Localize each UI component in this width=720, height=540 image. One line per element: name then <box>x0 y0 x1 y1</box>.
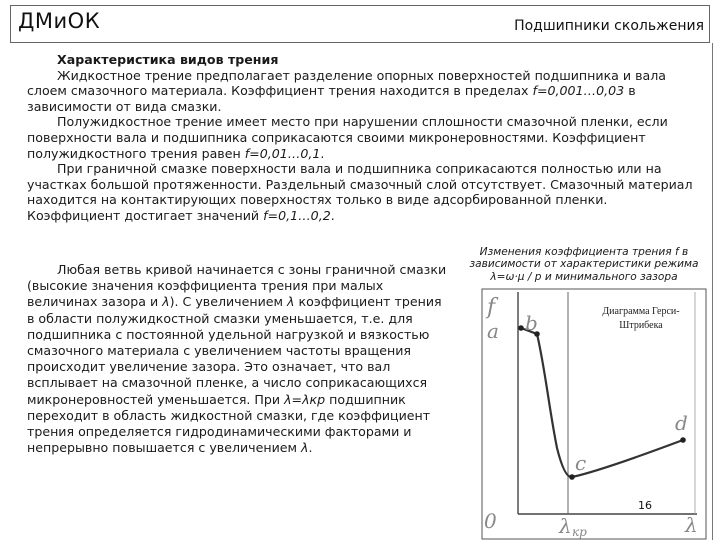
curve-text-2: ). С увеличением <box>169 294 288 310</box>
lambda-symbol-2: λ <box>287 294 295 310</box>
diagram-title-line-2: Штрибека <box>619 320 663 331</box>
logo-text: ДМиОК <box>18 9 101 33</box>
p2-text-c: . <box>320 145 325 161</box>
caption-line-3: λ=ω·μ / p и минимального зазора <box>490 270 678 283</box>
diagram-title-box <box>591 296 691 338</box>
point-c <box>569 474 575 480</box>
p2-text-a: Полужидкостное трение имеет место при нарушении сплошности смазочной пленки, если поверхности вала и подшипника соприкасаются своими микронеровностями. Коэффициент полужидкостного трения равен <box>27 114 668 161</box>
label-b: b <box>525 311 538 335</box>
p3-coefficient: f=0,1…0,2 <box>263 207 331 223</box>
paragraph-semi-liquid-friction <box>27 114 703 161</box>
figure-caption <box>455 246 713 283</box>
stribeck-diagram <box>475 288 713 540</box>
p3-text-c: . <box>330 207 335 223</box>
point-d <box>680 437 686 443</box>
label-d: d <box>675 411 688 435</box>
caption-line-1: Изменения коэффициента трения f в <box>479 246 689 258</box>
curve-text-4: подшипник переходит в область жидкостной смазки, где коэффициент трения определяется гидродинамическими факторами и непрерывно повышается с увеличением <box>27 391 431 456</box>
paragraph-liquid-friction <box>27 68 703 115</box>
curve-text-1: Любая ветвь кривой начинается с зоны граничной смазки (высокие значения коэффициента трения при малых величинах зазора и <box>27 262 447 310</box>
friction-types-section <box>27 52 703 224</box>
lambda-symbol-1: λ <box>162 294 170 310</box>
p3-text-a: При граничной смазке поверхности вала и подшипника соприкасаются полностью или на участках большой протяженности. Раздельный смазочный слой отсутствует. Смазочный материал находится на контактирующих поверхностях только в виде адсорбированной пленки. Коэффициент достигает значений <box>27 161 693 223</box>
slide-title: Подшипники скольжения <box>514 18 704 34</box>
curve-paragraph <box>27 262 452 456</box>
curve-explanation <box>27 262 452 456</box>
lambda-critical: λ=λкр <box>284 391 326 407</box>
p2-coefficient: f=0,01…0,1 <box>244 145 321 161</box>
origin-label: 0 <box>484 509 497 533</box>
page-number: 16 <box>638 499 652 512</box>
p1-text-a: Жидкостное трение предполагает разделение опорных поверхностей подшипника и вала слоем смазочного материала. Коэффициент трения находится в пределах <box>27 67 667 99</box>
curve-text-5: . <box>308 440 313 456</box>
diagram-title-line-1: Диаграмма Герси- <box>602 306 680 317</box>
caption-line-2: зависимости от характеристики режима <box>469 258 699 271</box>
lambda-kp-label: λ <box>559 514 572 538</box>
lambda-symbol-3: λ <box>301 440 309 456</box>
p1-text-c: в зависимости от вида смазки. <box>27 83 636 114</box>
label-c: c <box>575 451 587 475</box>
curve-text-3: коэффициент трения в области полужидкостной смазки уменьшается, т.е. для подшипника с постоянной удельной нагрузкой и вязкостью смазочного материала с увеличением частоты вращения происходит увеличение зазора. Это означает, что вал всплывает на смазочной пленке, а число соприкасающихся микронеровностей уменьшается. При <box>27 294 442 407</box>
lambda-kp-subscript: кр <box>572 525 587 539</box>
paragraph-boundary-lubrication <box>27 161 703 223</box>
x-axis-label: λ <box>685 513 698 537</box>
label-a: a <box>487 319 499 343</box>
y-axis-label: f <box>487 295 496 320</box>
p1-coefficient: f=0,001…0,03 <box>532 83 625 99</box>
section-heading: Характеристика видов трения <box>57 52 279 67</box>
point-a <box>518 325 524 331</box>
